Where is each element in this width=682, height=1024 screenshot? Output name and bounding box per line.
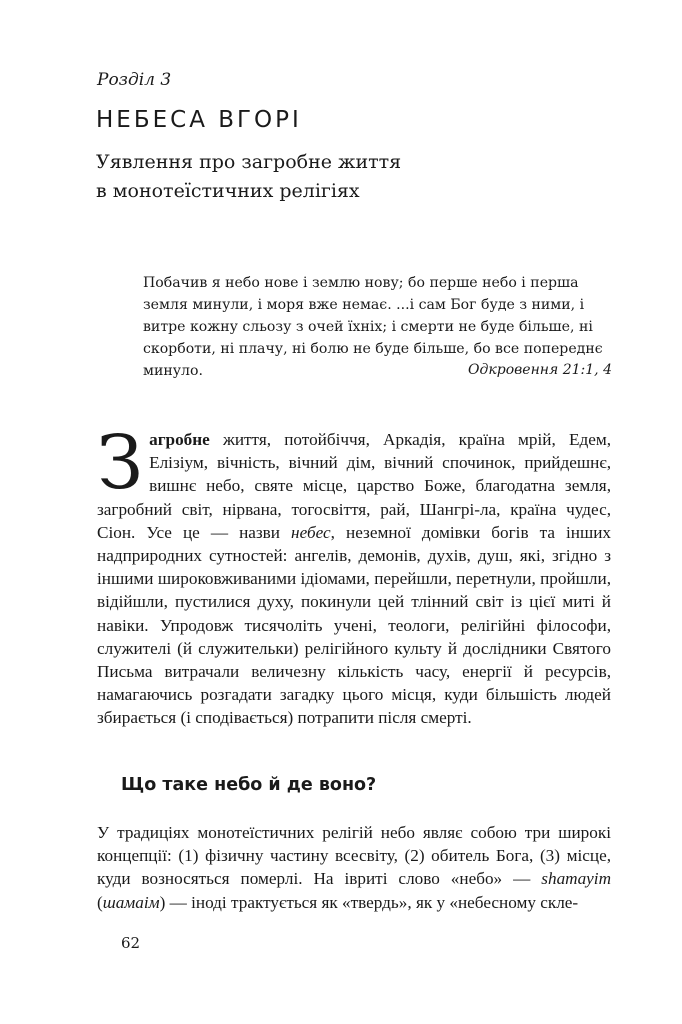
intro-paragraph bbox=[97, 420, 612, 730]
page-number: 62 bbox=[121, 934, 141, 952]
intro-text-b: , неземної домівки богів та інших надприродних сутностей: ангелів, демонів, духів, душ, які, згідно з іншими широковживаними ідіомами, перейшли, перетнули, пройшли, відійшли, пустилися духу, покинули цей тлінний світ із цієї миті й навіки. Упродовж тисячоліть учені, теологи, релігійні філософи, служителі (й служительки) релігійного культу й дослідники Святого Письма витрачали величезну кількість часу, енергії й ресурсів, намагаючись розгадати загадку цього місця, куди більшість людей збирається (і сподівається) потрапити після смерті. bbox=[97, 522, 612, 728]
lead-word: агробне bbox=[149, 430, 210, 449]
section-emphasis-1: shamayim bbox=[541, 869, 611, 889]
chapter-subtitle-line-1: Уявлення про загробне життя bbox=[96, 151, 402, 173]
section-text-c: ) — іноді трактується як «твердь», як у «небесному скле- bbox=[159, 892, 579, 912]
epigraph-source: Одкровення 21:1, 4 bbox=[468, 362, 612, 378]
chapter-label: Розділ 3 bbox=[97, 70, 172, 90]
epigraph-text: Побачив я небо нове і землю нову; бо перше небо і перша земля минули, і моря вже немає. ...і сам Бог буде з ними, і витре кожну сльозу з очей їхніх; і смерти не буде більше, ні скорботи, ні плачу, ні болю не буде більше, бо все попереднє минуло. bbox=[143, 275, 603, 379]
section-heading: Що таке небо й де воно? bbox=[121, 775, 377, 795]
section-text-b: ( bbox=[97, 892, 103, 912]
intro-emphasis: небес bbox=[291, 522, 331, 542]
section-emphasis-2: шамаім bbox=[102, 892, 160, 912]
section-paragraph bbox=[97, 821, 611, 914]
chapter-subtitle-line-2: в монотеїстичних релігіях bbox=[96, 180, 360, 202]
intro-text-a: життя, потойбіччя, Аркадія, країна мрій, Едем, Елізіум, вічність, вічний дім, вічний спочинок, прийдешнє, вишнє небо, святе місце, царство Боже, благодатна земля, загробний світ, нірвана, тогосвіття, рай, Шангрі-ла, країна чудес, Сіон. Усе це — назви bbox=[97, 430, 611, 542]
drop-cap: З bbox=[97, 420, 144, 506]
chapter-subtitle bbox=[96, 148, 401, 206]
chapter-title: НЕБЕСА ВГОРІ bbox=[96, 107, 302, 133]
section-text-a: У традиціях монотеїстичних релігій небо являє собою три широкі концепції: (1) фізичну частину всесвіту, (2) обитель Бога, (3) місце, куди возносяться померлі. На івриті слово «небо» — bbox=[97, 823, 611, 889]
